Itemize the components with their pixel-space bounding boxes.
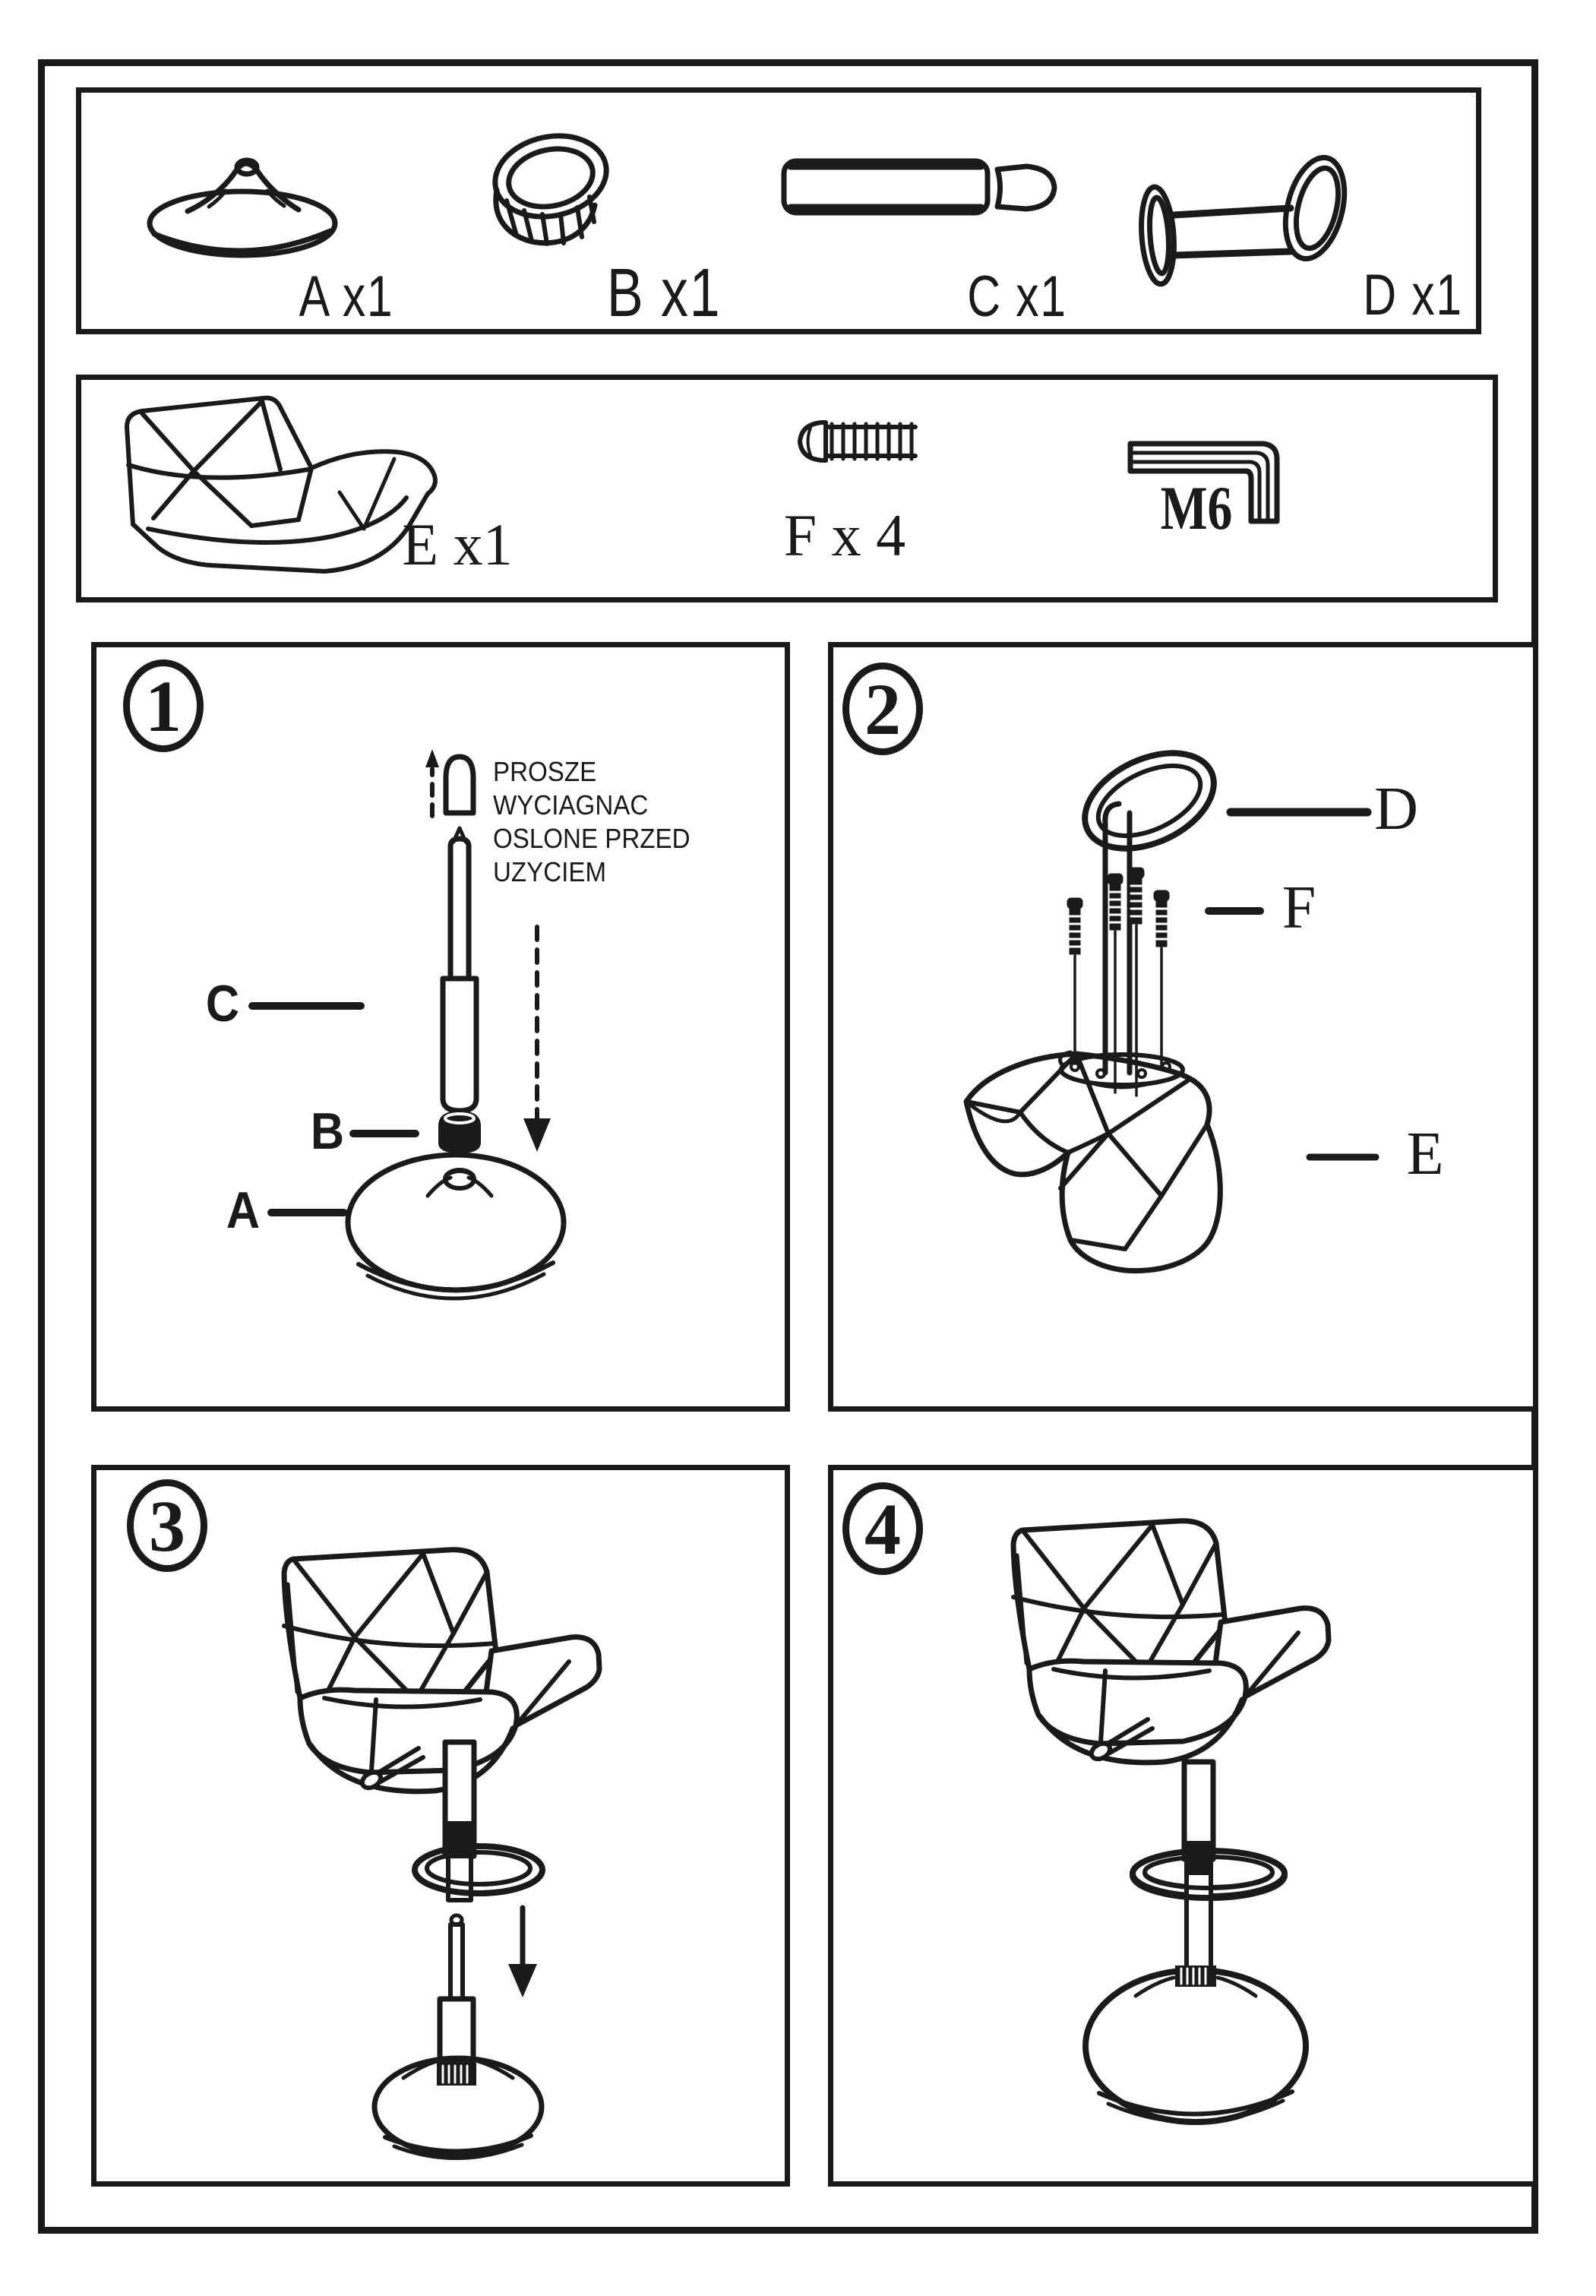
gas-lift-rod-drawing — [443, 828, 476, 1111]
note-line: UZYCIEM — [493, 856, 607, 887]
parts-bottom-drawings — [81, 380, 1503, 608]
parts-box-hardware — [76, 87, 1481, 334]
step3-box — [91, 1465, 790, 2187]
seat-assembly-drawing — [284, 1550, 599, 1900]
step4-box — [828, 1465, 1538, 2187]
part-c-label: C x1 — [967, 264, 1067, 329]
step1-number: 1 — [123, 659, 204, 752]
seat-e-underside-drawing — [966, 1054, 1220, 1271]
step1-note — [493, 755, 690, 889]
step2-number: 2 — [842, 663, 923, 755]
part-d-label: D x1 — [1363, 263, 1463, 327]
step1-label-c: C — [205, 975, 240, 1033]
step2-diagram — [833, 647, 1544, 1417]
step1-label-a: A — [226, 1181, 261, 1239]
down-arrow-icon — [508, 1908, 537, 1997]
part-a-base-drawing — [150, 160, 335, 255]
step1-label-b: B — [310, 1102, 345, 1160]
cone-cover-b-drawing — [440, 1112, 479, 1152]
step4-diagram — [833, 1470, 1544, 2192]
part-c-gas-lift-drawing — [784, 161, 1054, 213]
part-b-label: B x1 — [606, 255, 722, 331]
part-e-label: E x1 — [402, 511, 513, 577]
base-a-drawing — [348, 1155, 564, 1298]
step2-label-e: E — [1406, 1121, 1444, 1188]
note-line: WYCIAGNAC — [493, 789, 649, 821]
up-arrow-icon — [425, 749, 439, 816]
part-f-label: F x 4 — [783, 502, 906, 568]
base-with-gas-lift-drawing — [375, 1915, 542, 2158]
note-line: PROSZE — [493, 756, 597, 787]
step2-box — [828, 642, 1538, 1412]
callout-lines — [1209, 812, 1376, 1157]
part-f-screw-drawing — [800, 422, 915, 460]
allen-key-label: M6 — [1160, 473, 1233, 542]
step3-number: 3 — [127, 1479, 207, 1572]
part-b-cone-drawing — [488, 126, 614, 244]
note-line: OSLONE PRZED — [493, 823, 691, 854]
step4-number: 4 — [842, 1482, 923, 1575]
footrest-d-drawing — [1070, 734, 1229, 1073]
parts-box-seat-tools — [76, 375, 1498, 602]
pull-cap-icon — [446, 757, 473, 813]
step1-box — [91, 642, 790, 1412]
part-d-footrest-drawing — [1139, 151, 1354, 285]
step2-label-f: F — [1282, 874, 1316, 941]
step2-label-d: D — [1374, 776, 1418, 843]
assembled-stool-drawing — [1013, 1521, 1329, 2122]
down-arrow-icon — [523, 927, 551, 1152]
part-a-label: A x1 — [299, 264, 394, 329]
step3-diagram — [96, 1470, 795, 2192]
